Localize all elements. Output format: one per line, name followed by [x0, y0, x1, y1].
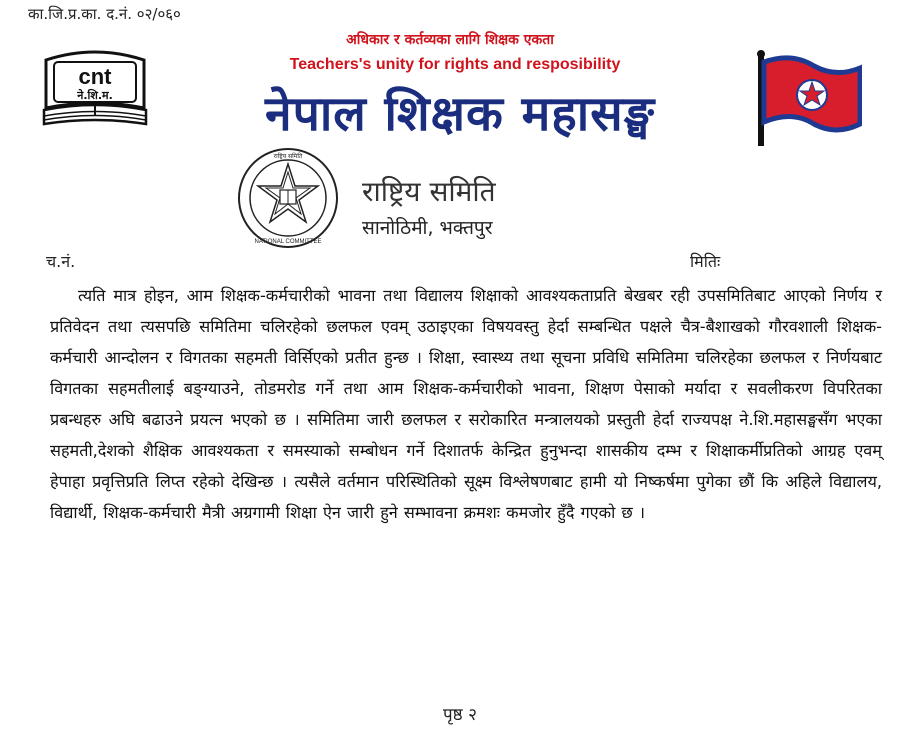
organization-title: नेपाल शिक्षक महासङ्घ: [264, 86, 656, 142]
flag-icon: [752, 48, 862, 148]
tagline-nepali: अधिकार र कर्तव्यका लागि शिक्षक एकता: [346, 32, 554, 48]
tagline-english: Teachers's unity for rights and resposibility: [289, 56, 621, 73]
seal-bottom-text: NATIONAL COMMITTEE: [254, 239, 322, 245]
reference-number-label: च.नं.: [46, 252, 76, 271]
committee-name: राष्ट्रिय समिति: [362, 175, 496, 208]
seal-top-text: राष्ट्रिय समिति: [273, 153, 303, 160]
logo-abbrev-np: ने.शि.म.: [77, 89, 113, 102]
logo-abbrev-en: cnt: [78, 64, 112, 89]
page-number: पृष्ठ २: [443, 705, 477, 725]
registration-number: का.जि.प्र.का. द.नं. ०२/०६०: [28, 5, 181, 23]
date-label: मितिः: [690, 252, 721, 271]
body-paragraph: त्यति मात्र होइन, आम शिक्षक-कर्मचारीको भावना तथा विद्यालय शिक्षाको आवश्यकताप्रति बेखबर रही उपसमितिबाट आएको निर्णय र प्रतिवेदन तथा त्यसपछि समितिमा चलिरहेको छलफल एवम् उठाइएका विषयवस्तु हेर्दा सम्बन्धित पक्षले चैत्र-बैशाखको गौरवशाली शिक्षक-कर्मचारी आन्दोलन र विगतका सहमती विर्सिएको प्रतीत हुन्छ । शिक्षा, स्वास्थ्य तथा सूचना प्रविधि समितिमा चलिरहेका छलफल र निर्णयबाट विगतका सहमतीलाई बङ्ग्याउने, तोडमरोड गर्ने तथा आम शिक्षक-कर्मचारीको भावना, शिक्षण पेसाको मर्यादा र सवलीकरण विपरितका प्रबन्धहरु अघि बढाउने प्रयत्न भएको छ । समितिमा जारी छलफल र सरोकारित मन्त्रालयको प्रस्तुती हेर्दा राज्यपक्ष ने.शि.महासङ्घसँग भएका सहमती,देशको शैक्षिक आवश्यकता र समस्याको सम्बोधन गर्ने दिशातर्फ केन्द्रित हुनुभन्दा शासकीय दम्भ र शिक्षाकर्मीप्रतिको आग्रह एवम् हेपाहा प्रवृत्तिप्रति लिप्त रहेको देखिन्छ । त्यसैले वर्तमान परिस्थितिको सूक्ष्म विश्लेषणबाट हामी यो निष्कर्षमा पुगेका छौं कि अहिले विद्यालय, विद्यार्थी, शिक्षक-कर्मचारी मैत्री अग्रगामी शिक्षा ऐन जारी हुने सम्भावना क्रमशः कमजोर हुँदै गएको छ ।: [50, 286, 882, 522]
office-location: सानोठिमी, भक्तपुर: [362, 217, 493, 239]
seal-emblem-icon: [236, 146, 340, 250]
